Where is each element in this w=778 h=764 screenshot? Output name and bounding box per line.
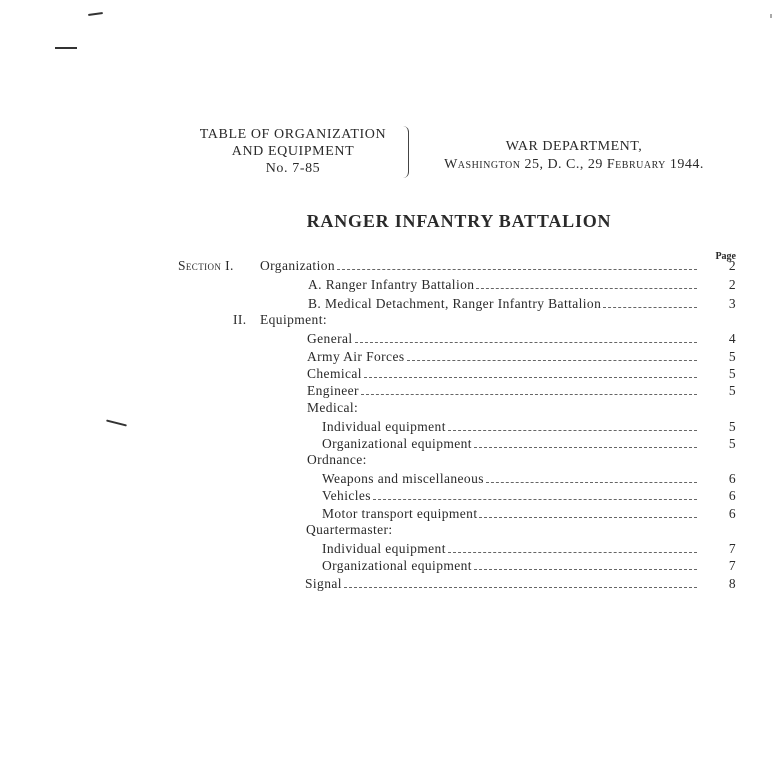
toc-entry-medical-individual (322, 418, 736, 435)
toc-entry-page: 5 (728, 436, 736, 451)
toc-entry-page: 2 (728, 258, 736, 273)
department-name: WAR DEPARTMENT, (505, 139, 643, 154)
toc-entry-label: A. Ranger Infantry Battalion (308, 277, 475, 292)
dot-leader (476, 288, 697, 289)
toc-entry-medical-detachment (308, 295, 736, 312)
dot-leader (474, 569, 697, 570)
toc-entry-engineer (307, 382, 736, 399)
toc-entry-label: Vehicles (322, 488, 371, 503)
toc-entry-label: Organizational equipment (322, 558, 472, 573)
dot-leader (337, 269, 697, 270)
toc-entry-page: 5 (728, 366, 736, 381)
toc-entry-organization (260, 257, 736, 274)
toc-entry-quartermaster-individual (322, 540, 736, 557)
toc-entry-page: 5 (728, 349, 736, 364)
toc-entry-label: Signal (305, 576, 342, 591)
toc-entry-label: Weapons and miscellaneous (322, 471, 484, 486)
designation-number: No. 7-85 (265, 161, 321, 176)
designation-line-2: AND EQUIPMENT (231, 144, 355, 159)
toc-entry-signal (305, 575, 736, 592)
toc-entry-page: 7 (728, 541, 736, 556)
toc-entry-page: 3 (728, 296, 736, 311)
toc-entry-page: 5 (728, 383, 736, 398)
toc-entry-ranger-infantry-battalion (308, 276, 736, 293)
toc-entry-motor-transport (322, 505, 736, 522)
dot-leader (344, 587, 697, 588)
dot-leader (448, 552, 697, 553)
toc-entry-page: 6 (728, 506, 736, 521)
section-1-prefix: Section I. (178, 258, 234, 273)
toc-entry-label: Organization (260, 258, 336, 273)
toc-entry-page: 8 (728, 576, 736, 591)
toc-entry-label: Motor transport equipment (322, 506, 478, 521)
toc-entry-weapons (322, 470, 736, 487)
toc-entry-general (307, 330, 736, 347)
dot-leader (361, 394, 697, 395)
document-title: RANGER INFANTRY BATTALION (306, 211, 612, 231)
toc-entry-label: B. Medical Detachment, Ranger Infantry Battalion (308, 296, 602, 311)
toc-entry-page: 2 (728, 277, 736, 292)
quartermaster-heading: Quartermaster: (306, 522, 393, 537)
page-column-label: Page (715, 251, 736, 262)
toc-entry-chemical (307, 365, 736, 382)
place-and-date: Washington 25, D. C., 29 February 1944. (444, 157, 704, 172)
dot-leader (355, 342, 697, 343)
toc-entry-page: 7 (728, 558, 736, 573)
toc-entry-page: 6 (728, 471, 736, 486)
toc-entry-army-air-forces (307, 348, 736, 365)
toc-entry-label: Army Air Forces (307, 349, 405, 364)
dot-leader (486, 482, 697, 483)
toc-entry-label: Organizational equipment (322, 436, 472, 451)
toc-entry-label: Engineer (307, 383, 359, 398)
toc-entry-page: 4 (728, 331, 736, 346)
dot-leader (448, 430, 697, 431)
toc-entry-label: General (307, 331, 353, 346)
toc-entry-label: Individual equipment (322, 541, 446, 556)
toc-entry-label: Individual equipment (322, 419, 446, 434)
dot-leader (479, 517, 697, 518)
section-2-heading: Equipment: (260, 312, 327, 327)
section-2-prefix: II. (233, 312, 247, 327)
dot-leader (603, 307, 697, 308)
dot-leader (364, 377, 697, 378)
toc-entry-page: 5 (728, 419, 736, 434)
toc-entry-quartermaster-organizational (322, 557, 736, 574)
dot-leader (407, 360, 698, 361)
dot-leader (373, 499, 697, 500)
ordnance-heading: Ordnance: (307, 452, 367, 467)
toc-entry-page: 6 (728, 488, 736, 503)
dot-leader (474, 447, 697, 448)
toc-entry-medical-organizational (322, 435, 736, 452)
toc-entry-vehicles (322, 487, 736, 504)
designation-line-1: TABLE OF ORGANIZATION (199, 127, 387, 142)
medical-heading: Medical: (307, 400, 359, 415)
toc-entry-label: Chemical (307, 366, 362, 381)
